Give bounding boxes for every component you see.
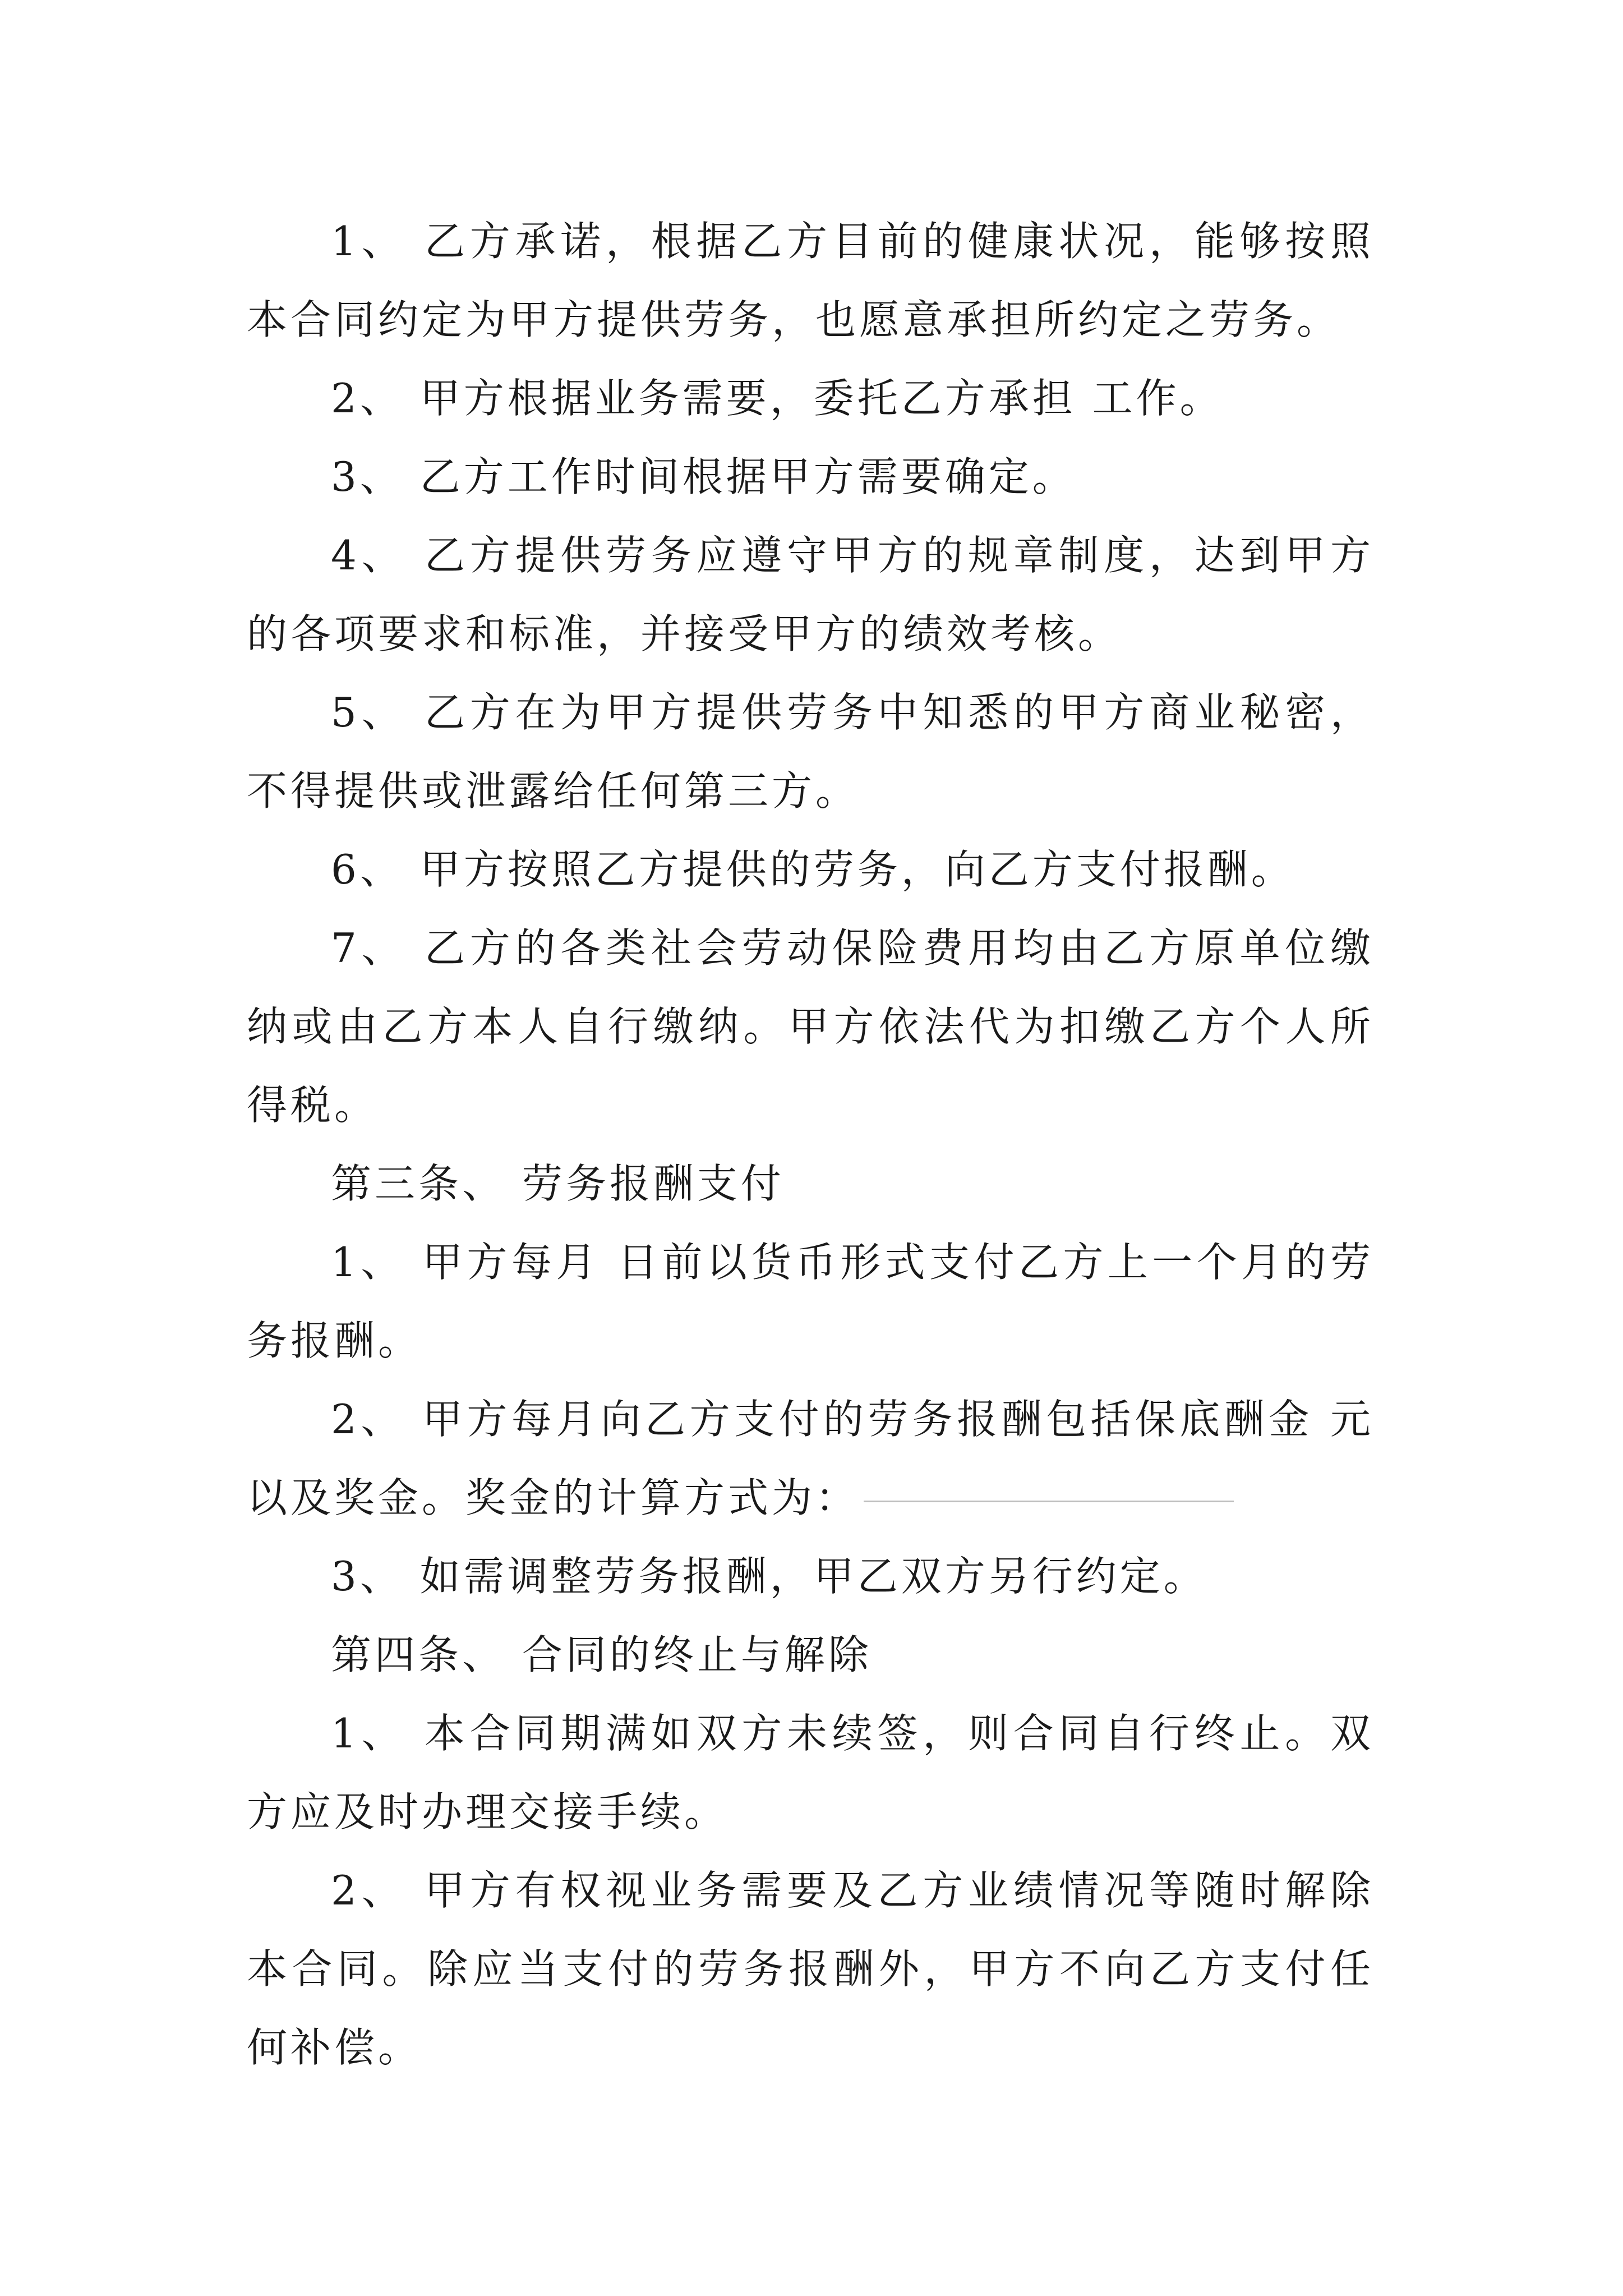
section-3-item-2-text: 2、 甲方每月向乙方支付的劳务报酬包括保底酬金 元以及奖金。奖金的计算方式为： [247, 1396, 1374, 1521]
paragraph-3: 3、 乙方工作时间根据甲方需要确定。 [331, 453, 1076, 500]
paragraph-1: 1、 乙方承诺，根据乙方目前的健康状况，能够按照本合同约定为甲方提供劳务，也愿意承担所约定之劳务。 [247, 218, 1374, 343]
section-3-heading: 第三条、 劳务报酬支付 [331, 1160, 785, 1207]
paragraph-5: 5、 乙方在为甲方提供劳务中知悉的甲方商业秘密，不得提供或泄露给任何第三方。 [247, 689, 1374, 815]
paragraph-7: 7、 乙方的各类社会劳动保险费用均由乙方原单位缴纳或由乙方本人自行缴纳。甲方依法代为扣缴乙方个人所得税。 [247, 924, 1374, 1129]
section-3-item-2 [247, 1380, 1374, 1537]
paragraph-4: 4、 乙方提供劳务应遵守甲方的规章制度，达到甲方的各项要求和标准，并接受甲方的绩效考核。 [247, 532, 1374, 657]
section-4-item-2: 2、 甲方有权视业务需要及乙方业绩情况等随时解除本合同。除应当支付的劳务报酬外，甲方不向乙方支付任何补偿。 [247, 1867, 1374, 2071]
bonus-formula-blank [864, 1501, 1234, 1502]
section-3-item-1: 1、 甲方每月 日前以货币形式支付乙方上一个月的劳务报酬。 [247, 1239, 1374, 1364]
paragraph-6: 6、 甲方按照乙方提供的劳务，向乙方支付报酬。 [331, 846, 1295, 893]
document-body [247, 202, 1374, 2087]
section-3-item-3: 3、 如需调整劳务报酬，甲乙双方另行约定。 [331, 1553, 1207, 1600]
paragraph-2: 2、 甲方根据业务需要，委托乙方承担 工作。 [331, 375, 1224, 422]
section-4-item-1: 1、 本合同期满如双方未续签，则合同自行终止。双方应及时办理交接手续。 [247, 1710, 1374, 1835]
section-4-heading: 第四条、 合同的终止与解除 [331, 1631, 872, 1678]
